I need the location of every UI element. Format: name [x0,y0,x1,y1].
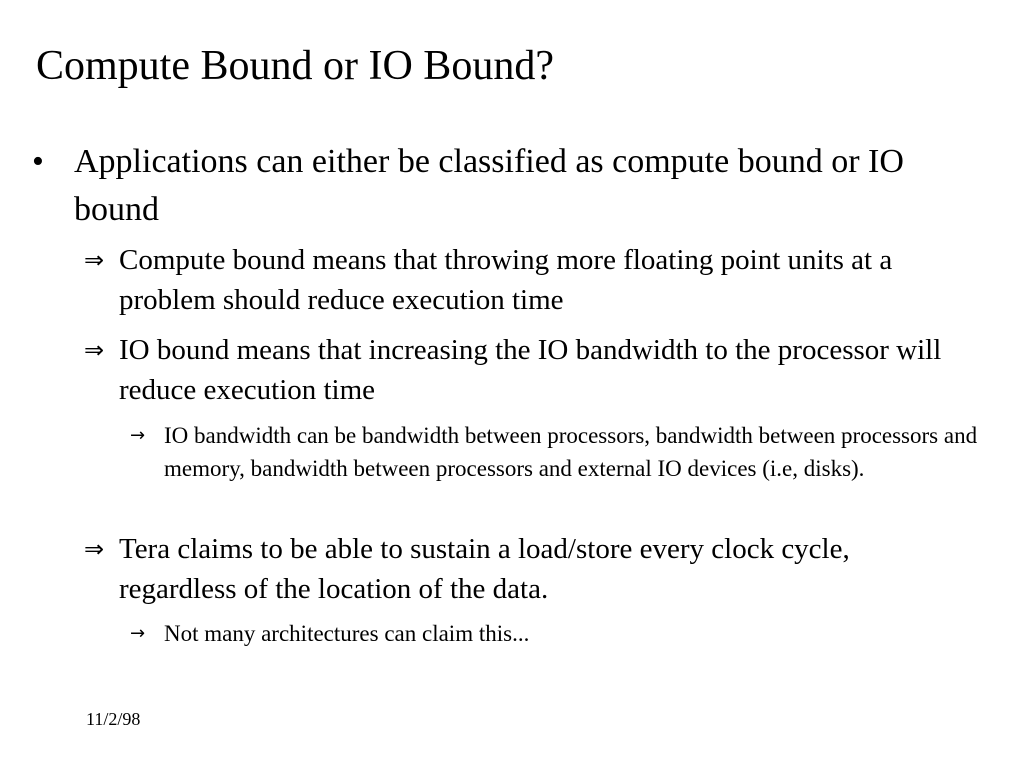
subsubbullet-text: IO bandwidth can be bandwidth between processors, bandwidth between processors and memory, bandwidth between processors and external IO devices (i.e, disks). [164,423,978,481]
subbullet-io-bound [84,330,964,410]
subbullet-tera-claims [84,529,964,609]
subsubbullet-text: Not many architectures can claim this... [164,621,530,646]
subsubbullet-io-bandwidth [130,419,990,485]
right-arrow-icon: → [130,425,146,446]
bullet-applications [32,138,992,234]
slide-title: Compute Bound or IO Bound? [36,43,554,89]
implies-arrow-icon: ⇒ [84,246,105,274]
right-arrow-icon: → [130,623,146,644]
subbullet-text: Tera claims to be able to sustain a load/store every clock cycle, regardless of the location of the data. [119,533,850,605]
implies-arrow-icon: ⇒ [84,336,105,364]
bullet-marker: • [32,143,44,180]
subbullet-compute-bound [84,240,964,320]
bullet-text: Applications can either be classified as compute bound or IO bound [74,143,904,228]
footer-date: 11/2/98 [86,709,141,729]
implies-arrow-icon: ⇒ [84,535,105,563]
subbullet-text: IO bound means that increasing the IO bandwidth to the processor will reduce execution time [119,334,942,406]
subsubbullet-not-many [130,617,990,650]
subbullet-text: Compute bound means that throwing more floating point units at a problem should reduce execution time [119,244,893,316]
